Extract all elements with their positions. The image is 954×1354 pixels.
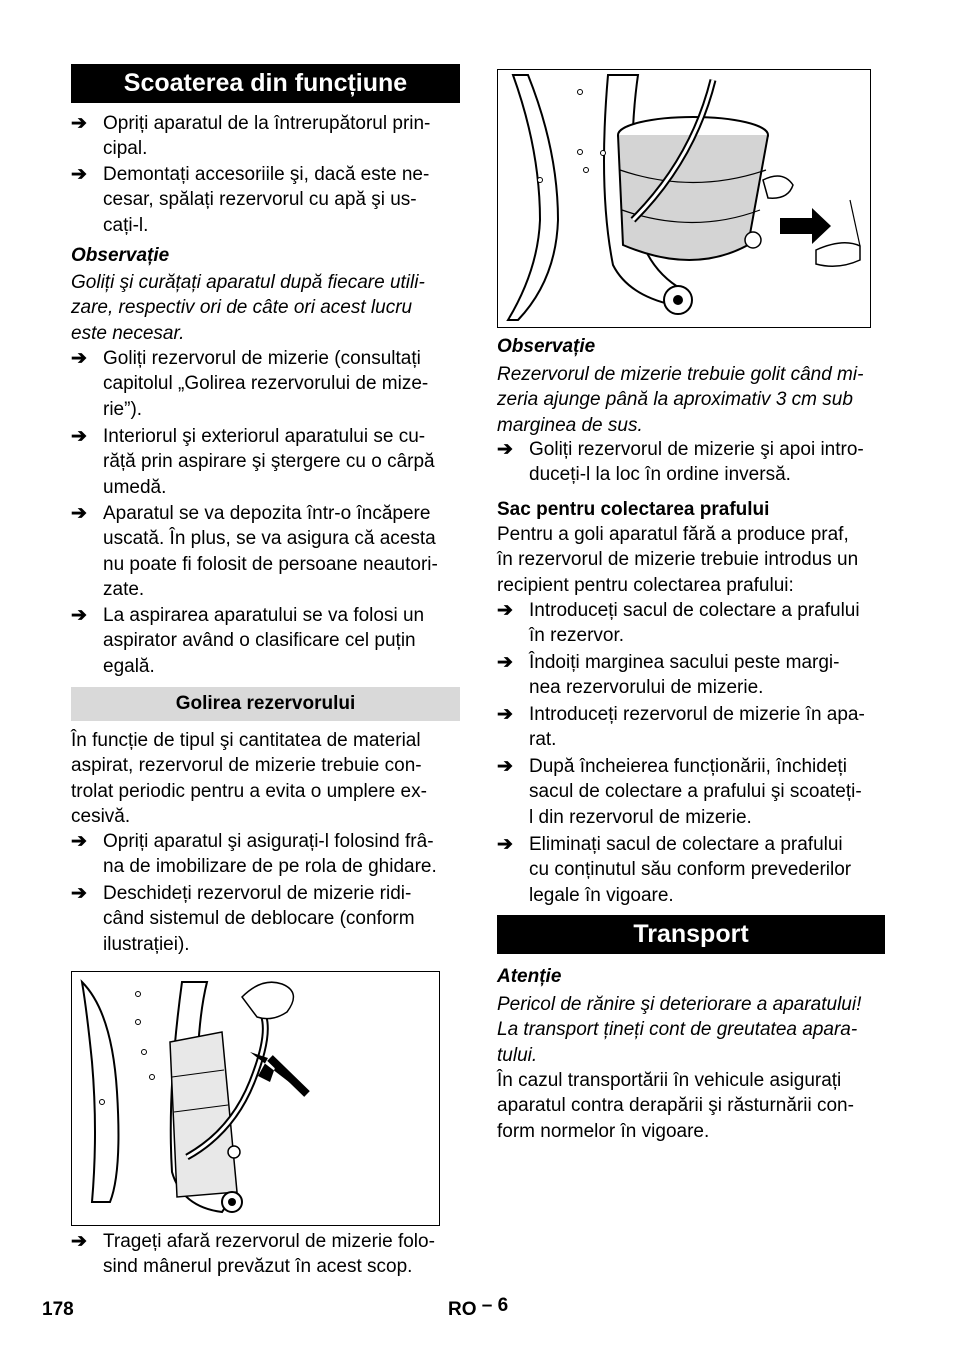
list-item — [71, 501, 493, 602]
heading-transport: Transport — [497, 915, 885, 954]
list-item — [71, 829, 493, 880]
sac-title: Sac pentru colectarea prafului — [497, 499, 770, 520]
arrow-icon: ➔ — [71, 883, 87, 904]
footer-lang-code: RO — [448, 1299, 477, 1320]
arrow-icon: ➔ — [497, 652, 513, 673]
arrow-icon: ➔ — [71, 348, 87, 369]
list-item-text: La aspirarea aparatului se va folosi un aspirator având o clasificare cel puțin egală. — [103, 605, 425, 677]
arrow-icon: ➔ — [71, 831, 87, 852]
golirea-paragraph: În funcție de tipul şi cantitatea de material aspirat, rezervorul de mizerie trebuie con- trolat periodic pentru a evita o umplere ex- cesivă. — [71, 730, 427, 827]
sac-text: Pentru a goli aparatul fără a produce praf, în rezervorul de mizerie trebuie introdus un recipient pentru colectarea prafului: — [497, 524, 859, 596]
list-item — [497, 650, 919, 701]
list-item — [497, 832, 919, 908]
arrow-icon: ➔ — [71, 426, 87, 447]
list-item-text: Trageți afară rezervorul de mizerie folo- sind mânerul prevăzut în acest scop. — [103, 1231, 435, 1278]
list-item-text: Deschideți rezervorul de mizerie ridi- când sistemul de deblocare (conform ilustrației). — [103, 883, 415, 955]
note-text: Goliți şi curățați aparatul după fiecare utili- zare, respectiv ori de câte ori acest lucru este necesar. — [71, 272, 425, 344]
arrow-icon: ➔ — [71, 164, 87, 185]
transport-text: În cazul transportării în vehicule asigurați aparatul contra derapării şi răsturnării con- form normelor în vigoare. — [497, 1070, 854, 1142]
list-item-text: Îndoiți marginea sacului peste margi- nea rezervorului de mizerie. — [529, 652, 840, 699]
list-item-text: După încheierea funcționării, închideți sacul de colectare a prafului şi scoateți- l din rezervorul de mizerie. — [529, 756, 862, 828]
arrow-icon: ➔ — [71, 1231, 87, 1252]
list-item — [71, 162, 493, 238]
list-item — [71, 424, 493, 500]
note-text: Rezervorul de mizerie trebuie golit când mi- zeria ajunge până la aproximativ 3 cm sub marginea de sus. — [497, 364, 864, 436]
list-item-text: Goliți rezervorul de mizerie şi apoi intro- duceți-l la loc în ordine inversă. — [529, 439, 864, 486]
subheading-golirea: Golirea rezervorului — [71, 687, 460, 721]
arrow-icon: ➔ — [497, 704, 513, 725]
list-item-text: Goliți rezervorul de mizerie (consultați capitolul „Golirea rezervorului de mize- rie”). — [103, 348, 429, 420]
arrow-icon: ➔ — [497, 439, 513, 460]
list-item-text: Interiorul şi exteriorul aparatului se cu- răță prin aspirare şi ştergere cu o cârpă umedă. — [103, 426, 435, 498]
arrow-icon: ➔ — [497, 756, 513, 777]
arrow-icon: ➔ — [71, 503, 87, 524]
list-item — [71, 111, 493, 162]
footer-lang — [448, 1295, 509, 1321]
list-item — [497, 437, 919, 488]
figure-unlock-container — [71, 971, 440, 1226]
list-item-text: Demontați accesoriile şi, dacă este ne- cesar, spălați rezervorul cu apă şi us- cați-l. — [103, 164, 430, 236]
figure-pull-container — [497, 69, 871, 328]
arrow-icon: ➔ — [71, 113, 87, 134]
list-item — [71, 881, 493, 957]
unlock-illustration — [72, 972, 439, 1225]
attention-title: Atenție — [497, 966, 562, 987]
list-item-text: Opriți aparatul de la întrerupătorul prin- cipal. — [103, 113, 431, 160]
list-item-text: Eliminați sacul de colectare a prafului cu conținutul său conform prevederilor legale în vigoare. — [529, 834, 852, 906]
list-item — [71, 603, 493, 679]
arrow-icon: ➔ — [71, 605, 87, 626]
list-item-text: Opriți aparatul şi asigurați-l folosind frâ- na de imobilizare de pe rola de ghidare. — [103, 831, 437, 878]
list-item — [497, 598, 919, 649]
list-item — [71, 346, 493, 422]
list-item-text: Introduceți sacul de colectare a prafului în rezervor. — [529, 600, 860, 647]
note-title: Observație — [71, 245, 170, 266]
list-item-text: Aparatul se va depozita într-o încăpere uscată. În plus, se va asigura că acesta nu poate fi folosit de persoane neautori- zate. — [103, 503, 438, 600]
footer-section-page: 6 — [497, 1295, 509, 1316]
arrow-icon: ➔ — [497, 600, 513, 621]
attention-text: Pericol de rănire şi deteriorare a aparatului! La transport țineți cont de greutatea apara- tului. — [497, 994, 862, 1066]
list-item — [497, 702, 919, 753]
page-number: 178 — [42, 1299, 74, 1320]
pull-illustration — [498, 70, 870, 327]
footer-dash: – — [481, 1295, 493, 1316]
heading-scoaterea: Scoaterea din funcțiune — [71, 64, 460, 103]
note-title: Observație — [497, 336, 596, 357]
list-item — [71, 1229, 493, 1280]
arrow-icon: ➔ — [497, 834, 513, 855]
list-item — [497, 754, 919, 830]
list-item-text: Introduceți rezervorul de mizerie în apa- rat. — [529, 704, 865, 751]
